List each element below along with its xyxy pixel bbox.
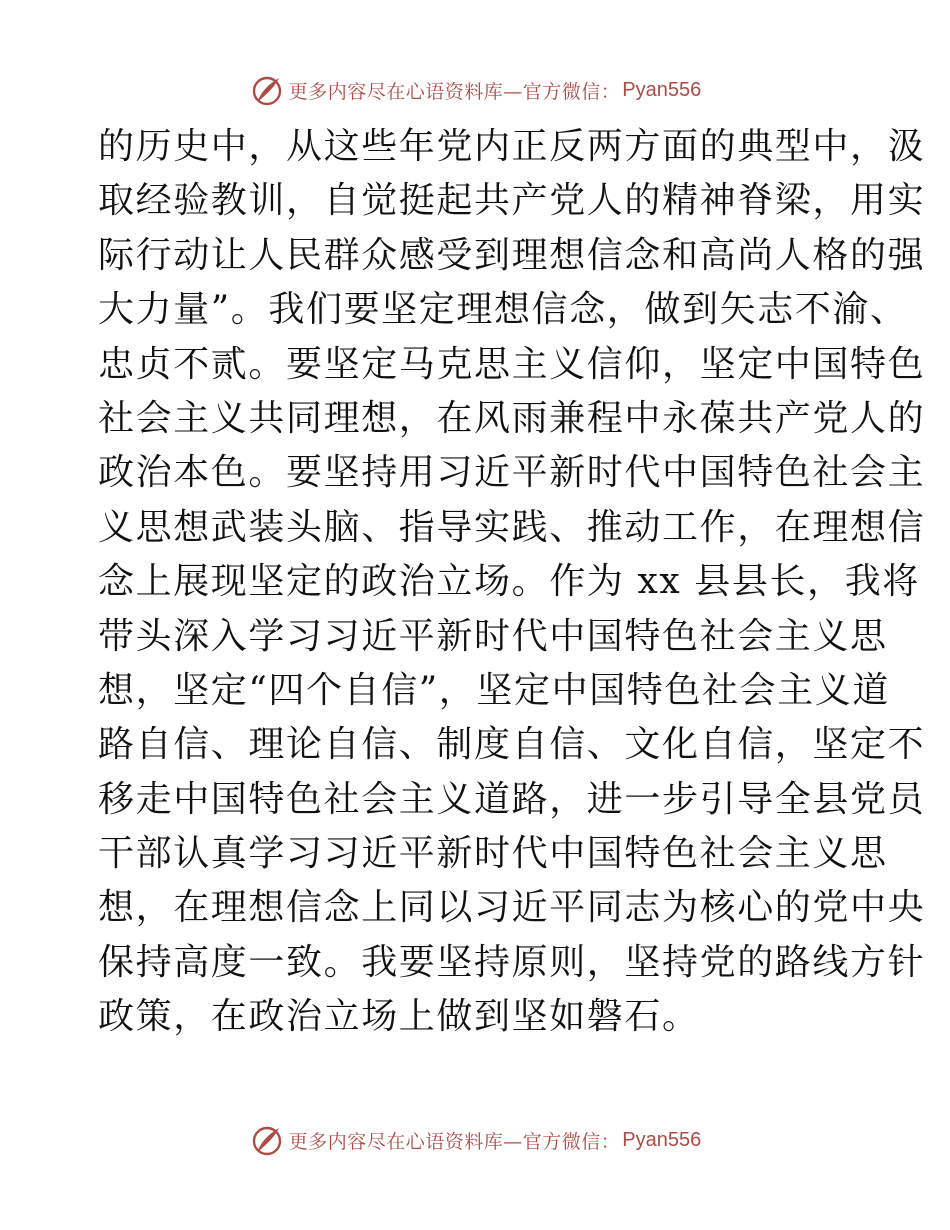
watermark-id: Pyan556 <box>622 1128 702 1151</box>
text-line: 大力量”。我们要坚定理想信念，做到矢志不渝、 <box>98 289 908 331</box>
text-line: 带头深入学习习近平新时代中国特色社会主义思 <box>98 615 888 657</box>
text-line: 义思想武装头脑、指导实践、推动工作，在理想信 <box>98 506 926 548</box>
text-line: 干部认真学习习近平新时代中国特色社会主义思 <box>98 833 888 875</box>
quill-logo-icon <box>249 1122 285 1158</box>
watermark-id: Pyan556 <box>622 78 702 101</box>
text-line: 取经验教训，自觉挺起共产党人的精神脊梁，用实 <box>98 180 926 222</box>
text-line: 想，在理想信念上同以习近平同志为核心的党中央 <box>98 887 926 929</box>
text-line: 社会主义共同理想，在风雨兼程中永葆共产党人的 <box>98 397 926 439</box>
watermark-text: 更多内容尽在心语资料库—官方微信： <box>288 80 621 103</box>
quill-logo-icon <box>249 72 285 108</box>
text-line: 念上展现坚定的政治立场。作为 xx 县县长，我将 <box>98 561 920 603</box>
text-line: 政策，在政治立场上做到坚如磐石。 <box>98 996 700 1038</box>
watermark-text: 更多内容尽在心语资料库—官方微信： <box>288 1130 621 1153</box>
footer-watermark <box>0 1120 950 1160</box>
text-line: 际行动让人民群众感受到理想信念和高尚人格的强 <box>98 234 926 276</box>
document-body <box>98 120 926 1045</box>
text-line: 想，坚定“四个自信”，坚定中国特色社会主义道 <box>98 669 891 711</box>
header-watermark <box>0 70 950 110</box>
text-line: 保持高度一致。我要坚持原则，坚持党的路线方针 <box>98 941 926 983</box>
text-line: 路自信、理论自信、制度自信、文化自信，坚定不 <box>98 724 926 766</box>
text-line: 移走中国特色社会主义道路，进一步引导全县党员 <box>98 778 926 820</box>
text-line: 政治本色。要坚持用习近平新时代中国特色社会主 <box>98 452 926 494</box>
text-line: 的历史中，从这些年党内正反两方面的典型中，汲 <box>98 126 926 167</box>
text-line: 忠贞不贰。要坚定马克思主义信仰，坚定中国特色 <box>98 343 926 385</box>
